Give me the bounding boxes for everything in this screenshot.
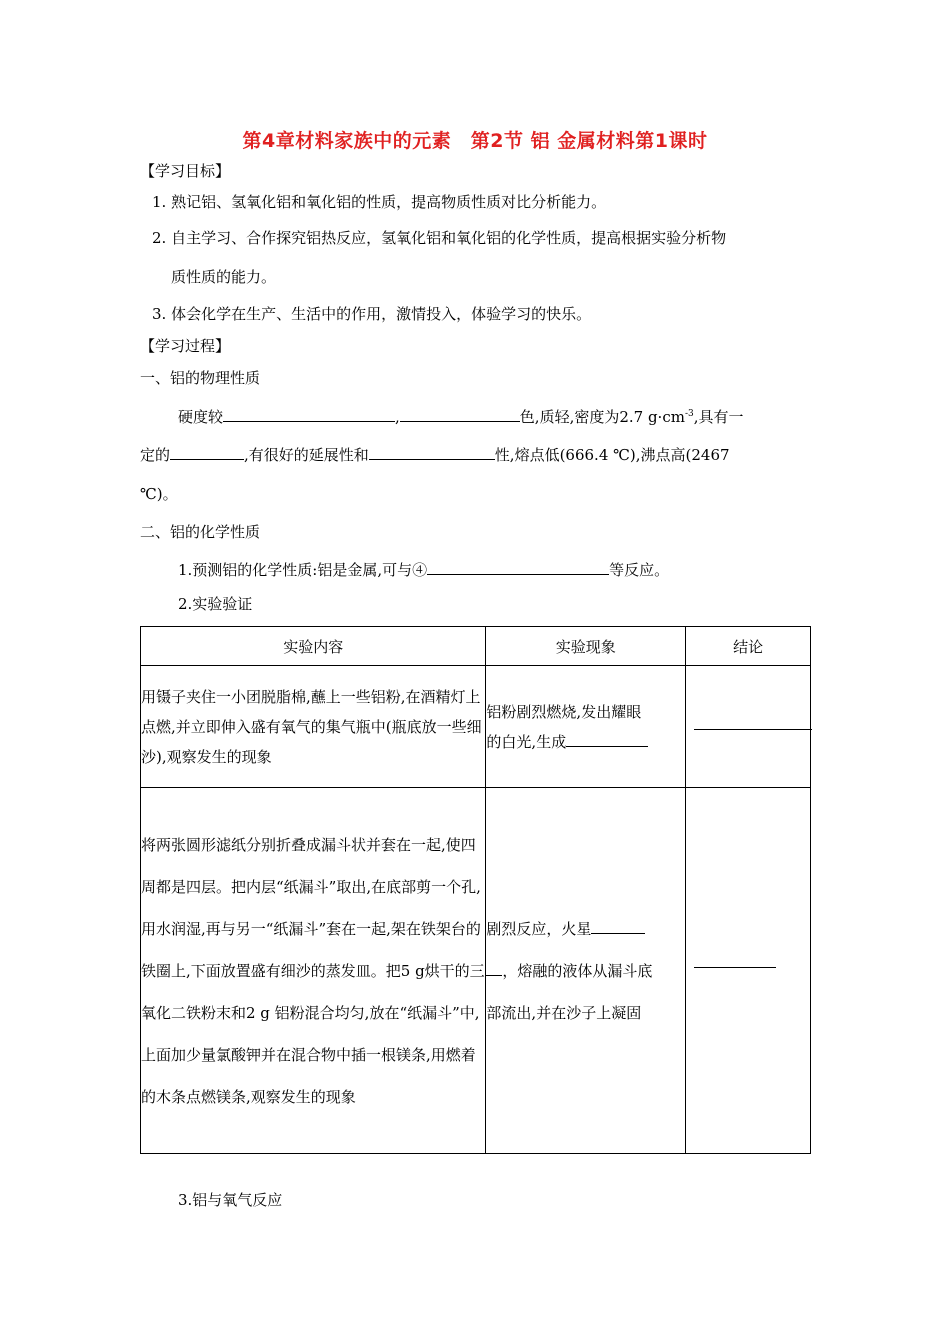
text: 色,质轻,密度为2.7 g·cm	[519, 408, 685, 426]
header-content: 实验内容	[141, 627, 486, 666]
text: 部流出,并在沙子上凝固	[486, 1003, 642, 1022]
goals-heading: 【学习目标】	[140, 162, 231, 180]
row1-conclusion	[686, 666, 811, 788]
section-1-heading: 一、铝的物理性质	[140, 369, 261, 387]
text: ,具有一	[693, 408, 744, 426]
experiment-verify-heading: 2.实验验证	[178, 595, 253, 613]
page-title: 第4章材料家族中的元素 第2节 铝 金属材料第1课时	[242, 130, 708, 152]
answer-blank-product[interactable]	[566, 731, 648, 747]
header-phenomenon: 实验现象	[486, 627, 686, 666]
physical-properties-line-1	[178, 404, 744, 427]
text: ，熔融的液体从漏斗底	[502, 961, 653, 980]
table-row	[141, 666, 811, 788]
text: ,有很好的延展性和	[244, 446, 369, 464]
row2-phenomenon	[486, 788, 686, 1154]
experiment-table	[140, 626, 811, 1154]
table-header-row	[141, 627, 811, 666]
answer-blank-conductivity[interactable]	[369, 444, 495, 460]
phenomenon-line	[486, 727, 685, 757]
section-2-heading: 二、铝的化学性质	[140, 523, 261, 541]
text: 铝粉剧烈燃烧,发出耀眼	[486, 702, 642, 721]
row1-phenomenon	[486, 666, 686, 788]
header-conclusion: 结论	[686, 627, 811, 666]
phenomenon-line	[486, 908, 685, 950]
text: 等反应。	[609, 561, 670, 579]
answer-blank-luster[interactable]	[170, 444, 244, 460]
prediction-line	[178, 559, 669, 580]
answer-blank-color[interactable]	[400, 406, 520, 422]
text: 定的	[140, 446, 171, 464]
superscript: -3	[684, 409, 694, 419]
phenomenon-line	[486, 950, 685, 992]
answer-blank-sparks-cont[interactable]	[486, 960, 502, 976]
physical-properties-line-2	[140, 444, 730, 465]
answer-blank-hardness[interactable]	[223, 406, 395, 422]
text: 1.预测铝的化学性质:铝是金属,可与④	[178, 561, 428, 579]
answer-blank-sparks[interactable]	[591, 918, 645, 934]
goal-item-2-cont: 质性质的能力。	[171, 268, 277, 286]
goal-item-2: 2. 自主学习、合作探究铝热反应，氢氧化铝和氧化铝的化学性质，提高根据实验分析物	[152, 229, 727, 247]
row1-content: 用镊子夹住一小团脱脂棉,蘸上一些铝粉,在酒精灯上点燃,并立即伸入盛有氧气的集气瓶中(瓶底放一些细沙),观察发生的现象	[141, 666, 486, 788]
answer-blank-reactants[interactable]	[427, 559, 609, 575]
row2-conclusion	[686, 788, 811, 1154]
text: 性,熔点低(666.4 ℃),沸点高(2467	[494, 446, 730, 464]
table-row	[141, 788, 811, 1154]
goal-item-1: 1. 熟记铝、氢氧化铝和氧化铝的性质，提高物质性质对比分析能力。	[152, 193, 607, 211]
row2-content: 将两张圆形滤纸分别折叠成漏斗状并套在一起,使四周都是四层。把内层“纸漏斗”取出,在底部剪一个孔,用水润湿,再与另一“纸漏斗”套在一起,架在铁架台的铁圈上,下面放置盛有细沙的蒸发皿。把5 g烘干的三氧化二铁粉末和2 g 铝粉混合均匀,放在“纸漏斗”中,上面加少量氯酸钾并在混合物中插一根镁条,用燃着的木条点燃镁条,观察发生的现象	[141, 788, 486, 1154]
answer-blank-conclusion-1[interactable]	[694, 714, 812, 730]
goal-item-3: 3. 体会化学在生产、生活中的作用，激情投入，体验学习的快乐。	[152, 305, 592, 323]
answer-blank-conclusion-2[interactable]	[694, 952, 776, 968]
section-3-heading: 3.铝与氧气反应	[178, 1191, 283, 1209]
text: ,	[395, 408, 400, 426]
text: 剧烈反应，火星	[486, 919, 592, 938]
text: 的白光,生成	[486, 732, 567, 751]
process-heading: 【学习过程】	[140, 337, 231, 355]
text: 硬度较	[178, 408, 224, 426]
physical-properties-line-3: ℃)。	[140, 485, 178, 503]
